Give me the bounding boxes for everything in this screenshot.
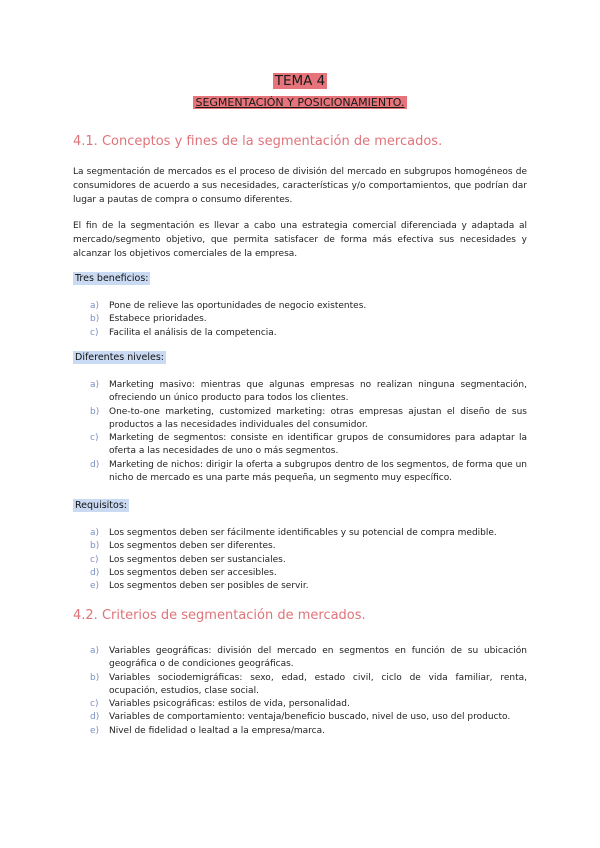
list-item <box>73 554 527 567</box>
label-requisitos-text: Requisitos: <box>75 500 127 511</box>
list-item-text: Pone de relieve las oportunidades de negocio existentes. <box>109 301 367 311</box>
list-marker: c) <box>90 433 99 444</box>
list-marker: d) <box>90 459 100 470</box>
label-niveles-text: Diferentes niveles: <box>75 352 165 363</box>
tema-heading: TEMA 4 <box>274 73 326 89</box>
document-subtitle <box>0 96 600 109</box>
list-marker: c) <box>90 554 99 565</box>
list-item-text: One-to-one marketing, customized marketing: otras empresas ajustan el diseño de sus productos a las necesidades individuales del consumidor. <box>109 406 527 430</box>
list-criterios <box>73 645 527 738</box>
list-item-text: Los segmentos deben ser posibles de servir. <box>109 581 309 592</box>
list-marker: b) <box>90 406 100 417</box>
list-marker: a) <box>90 646 100 656</box>
list-marker: c) <box>90 327 99 338</box>
list-marker: a) <box>90 528 100 538</box>
list-item <box>73 645 527 672</box>
list-item-text: Variables psicográficas: estilos de vida, personalidad. <box>109 699 350 710</box>
list-item-text: Los segmentos deben ser accesibles. <box>109 567 277 578</box>
list-item-text: Marketing de nichos: dirigir la oferta a subgrupos dentro de los segmentos, de forma que un nicho de mercado es una parte más pequeña, un segmento muy específico. <box>109 459 527 484</box>
list-item <box>73 527 527 540</box>
list-marker: b) <box>90 541 100 552</box>
section-1-heading: 4.1. Conceptos y fines de la segmentación de mercados. <box>73 134 443 149</box>
list-marker: b) <box>90 672 100 683</box>
list-item-text: Marketing de segmentos: consiste en identificar grupos de consumidores para adaptar la oferta a las necesidades de uno o más segmentos. <box>109 433 527 457</box>
list-marker: d) <box>90 712 100 723</box>
list-marker: d) <box>90 567 100 578</box>
list-marker: a) <box>90 301 100 311</box>
list-item <box>73 327 527 340</box>
list-requisitos <box>73 527 527 593</box>
list-item <box>73 540 527 553</box>
list-item-text: Variables geográficas: división del mercado en segmentos en función de su ubicación geográfica o de condiciones geográficas. <box>109 646 527 670</box>
list-item <box>73 459 527 486</box>
list-marker: c) <box>90 699 99 710</box>
label-beneficios <box>73 273 150 284</box>
list-item <box>73 725 527 738</box>
list-item-text: Los segmentos deben ser diferentes. <box>109 541 276 552</box>
list-item <box>73 432 527 459</box>
list-item <box>73 300 527 313</box>
list-item <box>73 379 527 406</box>
list-item-text: Marketing masivo: mientras que algunas empresas no realizan ninguna segmentación, ofreciendo un único producto para todos los clientes. <box>109 380 527 404</box>
list-marker: e) <box>90 725 100 736</box>
list-marker: b) <box>90 314 100 325</box>
list-item-text: Variables de comportamiento: ventaja/beneficio buscado, nivel de uso, uso del producto. <box>109 712 511 723</box>
list-item-text: Estabece prioridades. <box>109 314 207 325</box>
label-niveles <box>73 352 166 363</box>
list-item <box>73 406 527 433</box>
list-item <box>73 313 527 326</box>
list-niveles <box>73 379 527 485</box>
paragraph-purpose: El fin de la segmentación es llevar a cabo una estrategia comercial diferenciada y adaptada al mercado/segmento objetivo, que permita satisfacer de forma más efectiva sus necesidades y alcanzar los objetivos comerciales de la empresa. <box>73 221 527 259</box>
list-item <box>73 698 527 711</box>
list-item <box>73 580 527 593</box>
list-item <box>73 711 527 724</box>
label-beneficios-text: Tres beneficios: <box>75 273 149 284</box>
section-2-heading: 4.2. Criterios de segmentación de mercados. <box>73 608 366 623</box>
list-marker: e) <box>90 581 100 592</box>
subtitle-heading: SEGMENTACIÓN Y POSICIONAMIENTO. <box>195 96 405 109</box>
list-item <box>73 567 527 580</box>
label-requisitos <box>73 500 129 511</box>
paragraph-definition: La segmentación de mercados es el proceso de división del mercado en subgrupos homogéneos de consumidores de acuerdo a sus necesidades, características y/o comportamientos, que podrían dar lugar a pautas de compra o consumo diferentes. <box>73 167 527 205</box>
list-item-text: Los segmentos deben ser sustanciales. <box>109 554 286 565</box>
list-item <box>73 672 527 699</box>
list-item-text: Facilita el análisis de la competencia. <box>109 327 277 338</box>
list-item-text: Los segmentos deben ser fácilmente identificables y su potencial de compra medible. <box>109 528 497 538</box>
document-title <box>0 73 600 89</box>
list-item-text: Nivel de fidelidad o lealtad a la empresa/marca. <box>109 725 325 736</box>
list-beneficios <box>73 300 527 340</box>
list-marker: a) <box>90 380 100 390</box>
list-item-text: Variables sociodemigráficas: sexo, edad, estado civil, ciclo de vida familiar, renta, ocupación, estudios, clase social. <box>109 672 527 696</box>
